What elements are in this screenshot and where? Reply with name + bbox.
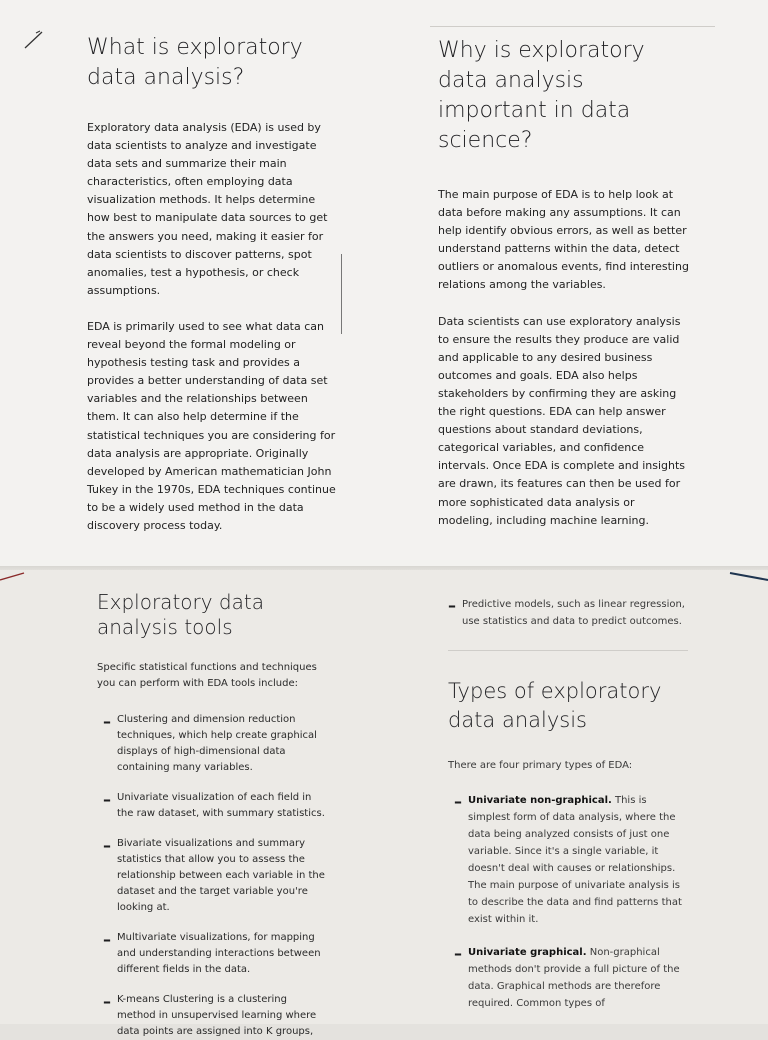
bullet-dash: – <box>103 712 111 731</box>
list-item <box>454 944 688 1012</box>
divider <box>448 650 688 651</box>
list-item <box>103 712 325 776</box>
list-item-text: Multivariate visualizations, for mapping and understanding interactions between different fields in the data. <box>117 932 321 975</box>
section-eda-types <box>448 596 688 1012</box>
paragraph: Exploratory data analysis (EDA) is used by data scientists to analyze and investigate data sets and summarize their main characteristics, often employing data visualization methods. It helps determine how best to manipulate data sources to get the answers you need, making it easier for data scientists to discover patterns, spot anomalies, test a hypothesis, or check assumptions. <box>87 121 328 297</box>
ink-mark-icon <box>728 570 768 584</box>
intro-text: Specific statistical functions and techniques you can perform with EDA tools include: <box>97 662 317 689</box>
bullet-dash: – <box>454 792 462 811</box>
bullet-dash: – <box>454 944 462 963</box>
list-item-text <box>468 944 688 1012</box>
list-item-text: Bivariate visualizations and summary statistics that allow you to assess the relationship between each variable in the dataset and the target variable you're looking at. <box>117 838 325 913</box>
list-item-text: Clustering and dimension reduction techniques, which help create graphical displays of high-dimensional data containing many variables. <box>117 714 317 773</box>
list-item <box>103 790 325 822</box>
section-why-eda <box>438 36 690 530</box>
list-item <box>103 836 325 916</box>
section-title: Why is exploratory data analysis important in data science? <box>438 38 645 153</box>
page-bottom-sheet <box>0 570 768 1037</box>
list-item-text <box>468 792 688 928</box>
bullet-dash: – <box>103 790 111 809</box>
margin-line <box>341 254 342 334</box>
section-title: Exploratory data analysis tools <box>97 590 264 639</box>
tool-list <box>97 712 325 1040</box>
list-item <box>103 930 325 978</box>
type-description: This is simplest form of data analysis, where the data being analyzed consists of just one variable. Since it's a single variable, it doesn't deal with causes or relationships. The main purpose of univariate analysis is to describe the data and find patterns that exist within it. <box>468 795 682 925</box>
list-item-text: Univariate visualization of each field in the raw dataset, with summary statistics. <box>117 792 325 819</box>
type-name: Univariate non-graphical. <box>468 795 612 806</box>
paragraph: Data scientists can use exploratory analysis to ensure the results they produce are valid and applicable to any desired business outcomes and goals. EDA also helps stakeholders by confirming they are asking the right questions. EDA can help answer questions about standard deviations, categorical variables, and confidence intervals. Once EDA is complete and insights are drawn, its features can then be used for more sophisticated data analysis or modeling, including machine learning. <box>438 314 686 527</box>
divider <box>430 26 715 27</box>
section-what-is-eda <box>87 33 337 535</box>
bullet-dash: – <box>103 992 111 1011</box>
list-item <box>454 792 688 928</box>
list-item-text: K-means Clustering is a clustering method in unsupervised learning where data points are assigned into K groups, <box>117 994 317 1037</box>
bullet-dash: – <box>103 836 111 855</box>
section-title: What is exploratory data analysis? <box>87 35 303 90</box>
paragraph: The main purpose of EDA is to help look at data before making any assumptions. It can help identify obvious errors, as well as better understand patterns within the data, detect outliers or anomalous events, find interesting relations among the variables. <box>438 188 689 292</box>
type-list <box>448 792 688 1012</box>
paragraph: EDA is primarily used to see what data can reveal beyond the formal modeling or hypothesis testing task and provides a provides a better understanding of data set variables and the relationships between them. It can also help determine if the statistical techniques you are considering for data analysis are appropriate. Originally developed by American mathematician John Tukey in the 1970s, EDA techniques continue to be a widely used method in the data discovery process today. <box>87 319 336 532</box>
intro-text: There are four primary types of EDA: <box>448 760 633 771</box>
type-description: Non-graphical methods don't provide a full picture of the data. Graphical methods are therefore required. Common types of <box>468 947 680 1009</box>
list-item <box>103 992 325 1040</box>
type-name: Univariate graphical. <box>468 947 587 958</box>
section-title: Types of exploratory data analysis <box>448 679 662 732</box>
bullet-dash: – <box>448 596 456 615</box>
section-eda-tools <box>97 590 325 1040</box>
pen-mark-icon <box>22 28 46 52</box>
bullet-dash: – <box>103 930 111 949</box>
list-item <box>448 596 688 630</box>
list-item-text: Predictive models, such as linear regression, use statistics and data to predict outcomes. <box>462 599 685 627</box>
ink-mark-icon <box>0 570 30 584</box>
